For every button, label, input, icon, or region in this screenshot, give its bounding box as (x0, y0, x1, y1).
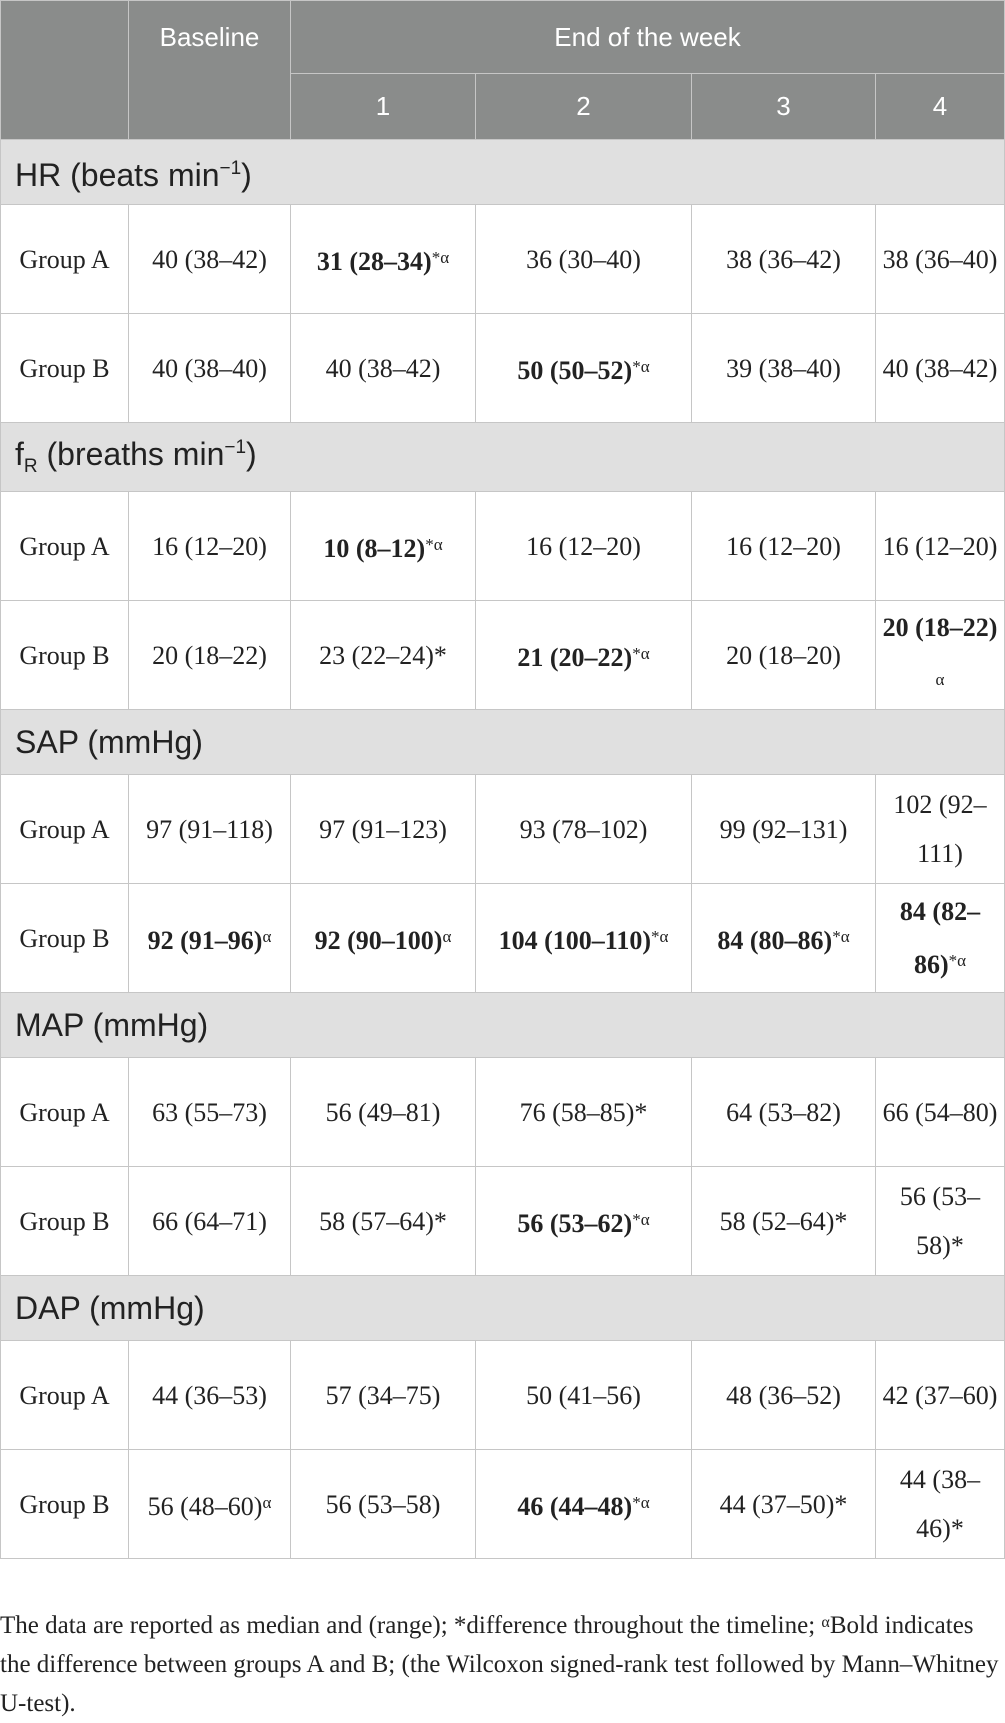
group-label: Group A (1, 205, 129, 314)
cell-value: 99 (92–131) (719, 814, 848, 844)
table-footnote (0, 1603, 1004, 1723)
table-row (1, 601, 1005, 710)
cell-value: 97 (91–123) (319, 814, 447, 844)
table-cell (476, 775, 692, 884)
section-name: MAP (mmHg) (15, 1006, 209, 1043)
cell-value: 84 (80–86) (717, 925, 833, 955)
cell-value: 56 (48–60) (147, 1491, 263, 1521)
cell-value: 92 (91–96) (147, 925, 263, 955)
table-cell (876, 775, 1005, 884)
footnote-text-1: The data are reported as median and (range); *difference throughout the timeline; (0, 1612, 822, 1639)
table-cell (476, 884, 692, 993)
table-cell (476, 1058, 692, 1167)
table-cell (692, 1341, 876, 1450)
cell-value: 16 (12–20) (526, 531, 641, 561)
cell-value: 58 (52–64)* (719, 1206, 848, 1236)
table-cell (291, 314, 476, 423)
table-cell (129, 1058, 291, 1167)
cell-value: 64 (53–82) (726, 1097, 841, 1127)
table-cell (129, 601, 291, 710)
cell-value: 50 (50–52) (517, 355, 633, 385)
table-cell (692, 314, 876, 423)
significance-symbol: *α (832, 926, 850, 946)
table-cell (876, 314, 1005, 423)
cell-value: 104 (100–110) (498, 925, 651, 955)
cell-value: 63 (55–73) (152, 1097, 267, 1127)
header-baseline: Baseline (129, 1, 291, 140)
table-cell (692, 601, 876, 710)
table-row (1, 775, 1005, 884)
table-cell (476, 1167, 692, 1276)
cell-value: 66 (54–80) (882, 1097, 998, 1127)
cell-value: 20 (18–22) (152, 640, 267, 670)
table-cell (692, 1450, 876, 1559)
header-week-1: 1 (291, 74, 476, 140)
header-week-3: 3 (692, 74, 876, 140)
cell-value: 16 (12–20) (882, 531, 998, 561)
group-label: Group A (1, 1341, 129, 1450)
table-cell (692, 1167, 876, 1276)
cell-value: 20 (18–22) (882, 612, 998, 642)
cell-value: 16 (12–20) (152, 531, 267, 561)
cell-value: 44 (37–50)* (719, 1489, 848, 1519)
significance-symbol: *α (632, 1209, 650, 1229)
cell-value: 93 (78–102) (519, 814, 648, 844)
significance-symbol: α (262, 926, 272, 946)
significance-symbol: α (442, 926, 452, 946)
cell-value: 40 (38–40) (152, 353, 267, 383)
cell-value: 76 (58–85)* (519, 1097, 648, 1127)
section-name: f (15, 436, 24, 472)
cell-value: 50 (41–56) (526, 1380, 641, 1410)
cell-value: 84 (82–86) (899, 897, 981, 979)
table-cell (692, 1058, 876, 1167)
section-name: SAP (mmHg) (15, 723, 203, 760)
table-cell (876, 1341, 1005, 1450)
footnote-text-2: Bold indicates the difference between groups A and B; (the Wilcoxon signed-rank test followed by Mann–Whitney U-test). (0, 1612, 999, 1717)
table-row (1, 314, 1005, 423)
cell-value: 48 (36–52) (726, 1380, 841, 1410)
table-cell (692, 775, 876, 884)
significance-symbol: *α (632, 356, 650, 376)
table-cell (876, 601, 1005, 710)
significance-symbol: *α (425, 534, 443, 554)
table-cell (692, 205, 876, 314)
table-cell (291, 884, 476, 993)
table-cell (291, 775, 476, 884)
section-row (1, 993, 1005, 1058)
table-cell (129, 775, 291, 884)
table-cell (291, 1450, 476, 1559)
section-name-tail: ) (246, 436, 257, 472)
significance-symbol: *α (431, 247, 450, 267)
table-cell (876, 1450, 1005, 1559)
cell-value: 21 (20–22) (517, 642, 633, 672)
table-cell (476, 601, 692, 710)
table-row (1, 492, 1005, 601)
table-cell (129, 205, 291, 314)
cell-value: 38 (36–40) (882, 244, 998, 274)
cell-value: 66 (64–71) (152, 1206, 267, 1236)
table-row (1, 1058, 1005, 1167)
table-body (1, 140, 1005, 1559)
table-cell (291, 1341, 476, 1450)
section-name: HR (beats min (15, 157, 220, 193)
significance-symbol: α (262, 1492, 272, 1512)
table-row (1, 1167, 1005, 1276)
section-row (1, 140, 1005, 205)
table-cell (291, 601, 476, 710)
table-row (1, 884, 1005, 993)
table-cell (476, 205, 692, 314)
cell-value: 40 (38–42) (152, 244, 267, 274)
cell-value: 42 (37–60) (882, 1380, 998, 1410)
table-cell (129, 1450, 291, 1559)
group-label: Group A (1, 775, 129, 884)
significance-symbol: *α (650, 926, 669, 946)
cell-value: 23 (22–24)* (319, 640, 447, 670)
group-label: Group B (1, 314, 129, 423)
cell-value: 97 (91–118) (146, 814, 273, 844)
table-cell (692, 492, 876, 601)
table-cell (876, 492, 1005, 601)
cell-value: 10 (8–12) (323, 533, 426, 563)
table-cell (129, 1167, 291, 1276)
significance-symbol: *α (632, 643, 650, 663)
section-title (1, 993, 1005, 1058)
header-week-2: 2 (476, 74, 692, 140)
table-cell (876, 884, 1005, 993)
group-label: Group B (1, 1167, 129, 1276)
group-label: Group A (1, 492, 129, 601)
table-cell (291, 1167, 476, 1276)
cell-value: 102 (92–111) (893, 790, 987, 868)
table-cell (291, 1058, 476, 1167)
cell-value: 56 (49–81) (325, 1097, 441, 1127)
cell-value: 44 (36–53) (152, 1380, 267, 1410)
table-cell (692, 884, 876, 993)
table-row (1, 1341, 1005, 1450)
table-cell (129, 314, 291, 423)
section-name-rest: (breaths min (37, 436, 225, 472)
cell-value: 39 (38–40) (726, 353, 841, 383)
cell-value: 31 (28–34) (316, 246, 432, 276)
table-cell (291, 205, 476, 314)
section-name-subscript: R (23, 456, 38, 477)
table-cell (876, 1167, 1005, 1276)
cell-value: 20 (18–20) (726, 640, 841, 670)
group-label: Group A (1, 1058, 129, 1167)
cell-value: 57 (34–75) (325, 1380, 441, 1410)
group-label: Group B (1, 884, 129, 993)
header-week-4: 4 (876, 74, 1005, 140)
cell-value: 58 (57–64)* (319, 1206, 447, 1236)
section-title (1, 1276, 1005, 1341)
table-cell (129, 492, 291, 601)
cell-value: 16 (12–20) (726, 531, 841, 561)
cell-value: 92 (90–100) (314, 925, 443, 955)
table-header (1, 1, 1005, 140)
table-cell (129, 1341, 291, 1450)
cell-value: 36 (30–40) (526, 244, 641, 274)
table-cell (476, 1341, 692, 1450)
table-row (1, 1450, 1005, 1559)
cell-value: 56 (53–62) (517, 1208, 633, 1238)
section-name-tail: ) (241, 157, 252, 193)
significance-symbol: α (935, 669, 945, 689)
cell-value: 56 (53–58)* (899, 1182, 981, 1260)
table-row (1, 205, 1005, 314)
table-cell (876, 205, 1005, 314)
cell-value: 40 (38–42) (882, 353, 998, 383)
cell-value: 40 (38–42) (325, 353, 441, 383)
table-cell (876, 1058, 1005, 1167)
section-row (1, 423, 1005, 492)
significance-symbol: *α (948, 951, 967, 970)
table-cell (476, 314, 692, 423)
section-row (1, 710, 1005, 775)
section-row (1, 1276, 1005, 1341)
table-cell (476, 492, 692, 601)
section-name-superscript: −1 (224, 437, 247, 458)
section-title (1, 710, 1005, 775)
section-title (1, 423, 1005, 492)
cell-value: 38 (36–42) (726, 244, 841, 274)
cell-value: 56 (53–58) (325, 1489, 441, 1519)
table-cell (129, 884, 291, 993)
group-label: Group B (1, 1450, 129, 1559)
footnote-alpha-symbol: α (821, 1614, 830, 1631)
section-title (1, 140, 1005, 205)
section-name-superscript: −1 (219, 158, 242, 179)
cell-value: 44 (38–46)* (899, 1465, 981, 1543)
header-corner-cell (1, 1, 129, 140)
header-end-of-week: End of the week (291, 1, 1005, 74)
table-cell (291, 492, 476, 601)
section-name: DAP (mmHg) (15, 1289, 205, 1326)
group-label: Group B (1, 601, 129, 710)
table-cell (476, 1450, 692, 1559)
cell-value: 46 (44–48) (517, 1491, 633, 1521)
significance-symbol: *α (632, 1492, 650, 1512)
